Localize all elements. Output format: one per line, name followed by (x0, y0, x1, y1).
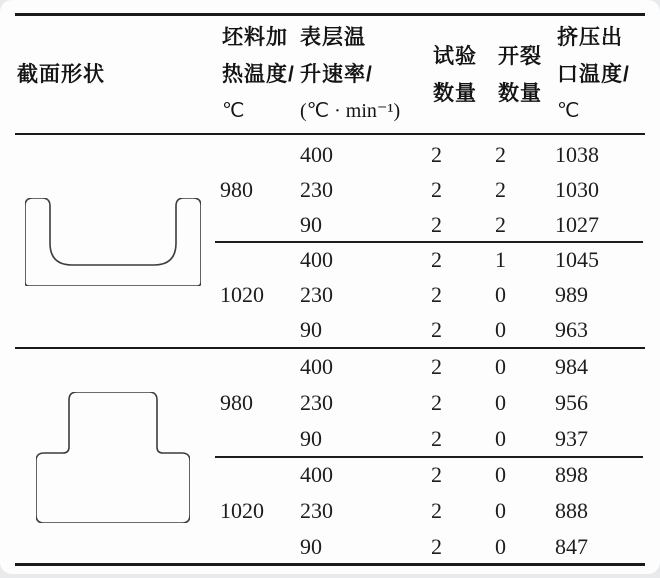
heating-temp-cell: 980 (220, 390, 253, 415)
t-section-cross-section-drawing (36, 392, 190, 523)
header-bottom-rule (15, 133, 645, 135)
exit-temp-value: 1030 (555, 176, 599, 202)
tests-value: 2 (431, 176, 442, 202)
tests-value: 2 (431, 498, 442, 523)
header-shape-column (15, 16, 210, 133)
cracks-value: 2 (495, 176, 506, 202)
exit-temp-value: 956 (555, 390, 588, 415)
header-cracks-line: 数量 (498, 81, 542, 105)
exit-temp-value: 1027 (555, 211, 599, 237)
header-rate-column (295, 16, 425, 133)
tests-value: 2 (431, 141, 442, 167)
header-shape-label: 截面形状 (17, 63, 105, 86)
exit-temp-value: 963 (555, 316, 588, 342)
header-rate-unit: (℃ · min⁻¹) (300, 100, 401, 122)
section-t-shape (15, 349, 645, 565)
cracks-value: 0 (495, 462, 506, 487)
header-exit-temp-column (550, 16, 645, 133)
header-heating-temp-column (210, 16, 295, 133)
tests-value: 2 (431, 354, 442, 379)
rate-value: 90 (300, 211, 322, 237)
rate-value: 230 (300, 498, 333, 523)
tests-value: 2 (431, 390, 442, 415)
u-channel-cross-section-drawing (25, 198, 201, 286)
cracks-value: 0 (495, 426, 506, 451)
header-rate-line: 表层温 (300, 26, 366, 49)
rate-value: 400 (300, 246, 333, 272)
temp-group-divider (215, 456, 643, 458)
header-rate-line: 升速率/ (300, 63, 373, 86)
header-heating-temp-unit: ℃ (222, 100, 245, 122)
header-tests-line: 试验 (433, 44, 477, 68)
rate-value: 230 (300, 390, 333, 415)
exit-temp-value: 888 (555, 498, 588, 523)
header-exit-temp-line: 口温度/ (557, 63, 630, 86)
cracks-value: 0 (495, 498, 506, 523)
cracks-value: 0 (495, 354, 506, 379)
cracks-value: 0 (495, 316, 506, 342)
heating-temp-cell: 1020 (220, 281, 264, 307)
exit-temp-value: 989 (555, 281, 588, 307)
rate-value: 400 (300, 462, 333, 487)
u-channel-shape-cell (15, 137, 210, 347)
tests-value: 2 (431, 281, 442, 307)
exit-temp-value: 937 (555, 426, 588, 451)
header-tests-line: 数量 (433, 81, 477, 105)
t-shape-cell (15, 349, 210, 565)
cracks-value: 1 (495, 246, 506, 272)
header-tests-column (425, 16, 490, 133)
cracks-value: 0 (495, 281, 506, 307)
cracks-value: 2 (495, 211, 506, 237)
t-section-outline (36, 392, 190, 523)
rate-value: 90 (300, 534, 322, 559)
cracks-value: 0 (495, 390, 506, 415)
cracks-value: 2 (495, 141, 506, 167)
section-u-channel (15, 137, 645, 347)
heating-temp-cell: 980 (220, 176, 253, 202)
tests-value: 2 (431, 316, 442, 342)
rate-value: 400 (300, 141, 333, 167)
header-heating-temp-line: 坯料加 (222, 26, 288, 49)
exit-temp-value: 984 (555, 354, 588, 379)
header-heating-temp-line: 热温度/ (222, 63, 295, 86)
header-exit-temp-unit: ℃ (557, 100, 580, 122)
exit-temp-value: 898 (555, 462, 588, 487)
exit-temp-value: 1045 (555, 246, 599, 272)
rate-value: 230 (300, 281, 333, 307)
tests-value: 2 (431, 462, 442, 487)
rate-value: 90 (300, 316, 322, 342)
tests-value: 2 (431, 534, 442, 559)
tests-value: 2 (431, 211, 442, 237)
tests-value: 2 (431, 246, 442, 272)
table-header-row (15, 16, 645, 133)
exit-temp-value: 1038 (555, 141, 599, 167)
header-cracks-line: 开裂 (498, 44, 542, 68)
rate-value: 230 (300, 176, 333, 202)
rate-value: 90 (300, 426, 322, 451)
cracks-value: 0 (495, 534, 506, 559)
heating-temp-cell: 1020 (220, 498, 264, 523)
u-channel-outline (25, 198, 201, 286)
header-exit-temp-line: 挤压出 (557, 26, 623, 49)
rate-value: 400 (300, 354, 333, 379)
tests-value: 2 (431, 426, 442, 451)
header-cracks-column (490, 16, 550, 133)
temp-group-divider (215, 241, 643, 243)
exit-temp-value: 847 (555, 534, 588, 559)
